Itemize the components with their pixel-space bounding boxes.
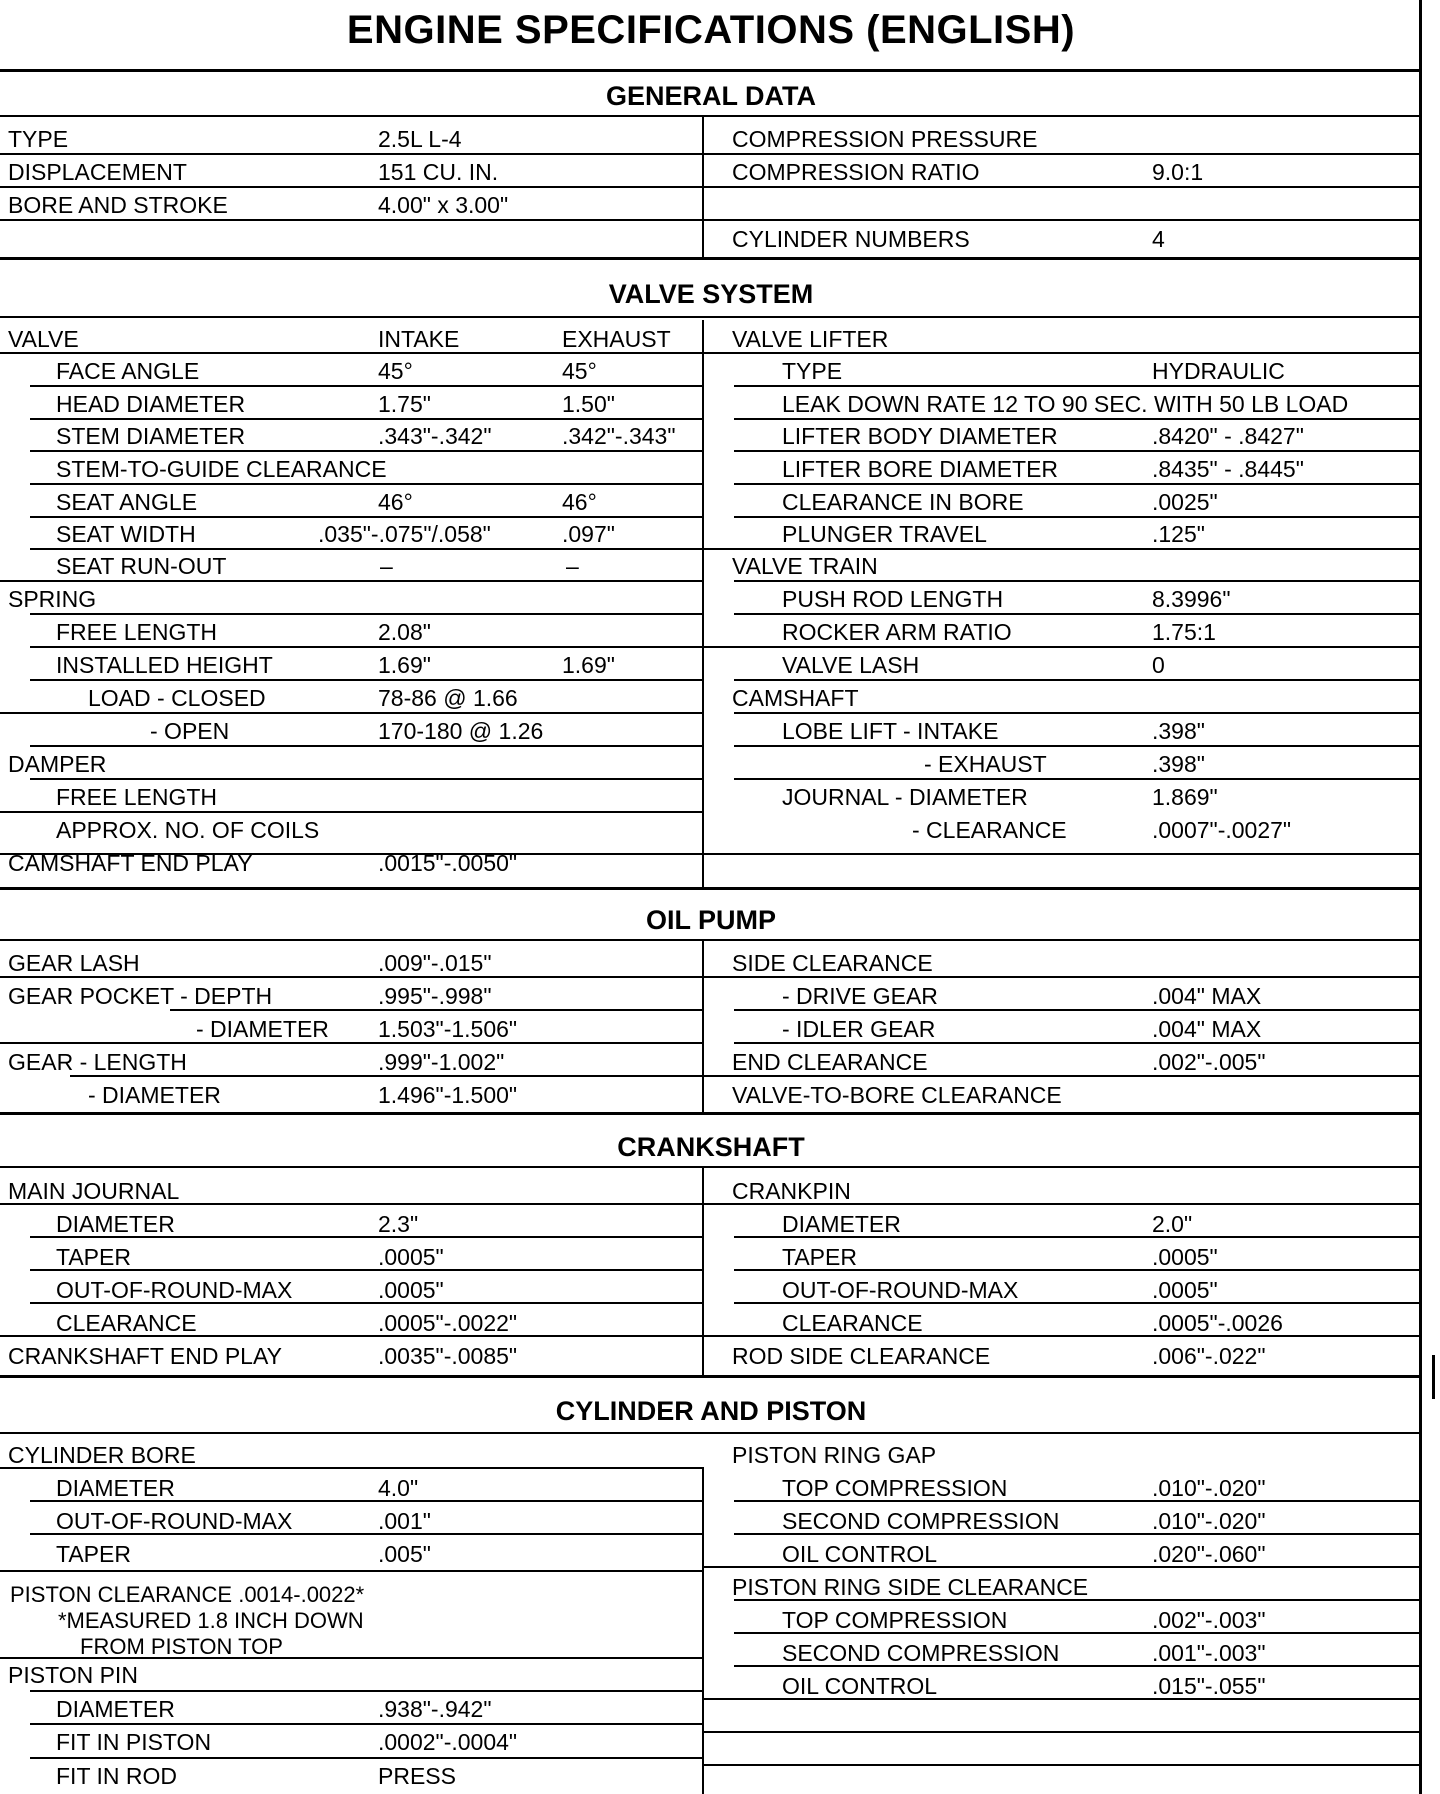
- spec-value: .010"-.020": [1152, 1508, 1266, 1534]
- spec-value: 151 CU. IN.: [378, 159, 499, 185]
- row-rule: [734, 516, 1422, 518]
- spec-value: .8435" - .8445": [1152, 456, 1304, 482]
- row-rule: [734, 450, 1422, 452]
- spec-label: GEAR LASH: [8, 950, 140, 976]
- spec-value: .398": [1152, 751, 1205, 777]
- spec-value: 1.69": [378, 652, 431, 678]
- column-divider: [702, 941, 704, 1113]
- spec-value: 170-180 @ 1.26: [378, 718, 544, 744]
- row-rule: [0, 811, 702, 813]
- spec-label: LOBE LIFT - INTAKE: [782, 718, 999, 744]
- section-rule: [0, 887, 1422, 890]
- row-rule: [30, 745, 702, 747]
- spec-label: DIAMETER: [782, 1211, 901, 1237]
- row-rule: [0, 580, 702, 582]
- spec-label: JOURNAL - DIAMETER: [782, 784, 1028, 810]
- spec-value: 46°: [562, 489, 597, 515]
- column-divider: [702, 320, 704, 887]
- row-rule: [734, 613, 1422, 615]
- spec-value: 2.3": [378, 1211, 419, 1237]
- spec-value: .343"-.342": [378, 423, 492, 449]
- spec-label: CLEARANCE: [56, 1310, 197, 1336]
- spec-label: TYPE: [782, 358, 843, 384]
- row-rule: [734, 483, 1422, 485]
- row-rule: [0, 1042, 702, 1044]
- spec-label: SEAT WIDTH: [56, 521, 196, 547]
- spec-value: HYDRAULIC: [1152, 358, 1285, 384]
- spec-label: SIDE CLEARANCE: [732, 950, 933, 976]
- spec-value: 2.08": [378, 619, 431, 645]
- spec-label: COMPRESSION PRESSURE: [732, 126, 1038, 152]
- spec-value: .002"-.003": [1152, 1607, 1266, 1633]
- section-title-crankshaft: CRANKSHAFT: [0, 1126, 1422, 1168]
- row-rule: [30, 450, 702, 452]
- section-title-oil-pump: OIL PUMP: [0, 899, 1422, 941]
- spec-value: 9.0:1: [1152, 159, 1204, 185]
- spec-label: APPROX. NO. OF COILS: [56, 817, 320, 843]
- spec-label: - DIAMETER: [88, 1082, 221, 1108]
- spec-label: VALVE-TO-BORE CLEARANCE: [732, 1082, 1062, 1108]
- spec-label: CYLINDER BORE: [8, 1442, 196, 1468]
- row-rule: [30, 646, 702, 648]
- section-rule: [0, 1375, 1422, 1378]
- spec-label: VALVE TRAIN: [732, 553, 878, 579]
- row-rule: [30, 679, 702, 681]
- spec-label: CLEARANCE IN BORE: [782, 489, 1024, 515]
- spec-label: OIL CONTROL: [782, 1541, 938, 1567]
- spec-value: –: [380, 553, 393, 579]
- column-header: INTAKE: [378, 326, 460, 352]
- footnote-line: *MEASURED 1.8 INCH DOWN: [58, 1608, 364, 1633]
- column-divider: [702, 1467, 704, 1794]
- spec-label: - IDLER GEAR: [782, 1016, 936, 1042]
- spec-value: .0025": [1152, 489, 1218, 515]
- row-rule: [704, 548, 1422, 550]
- spec-label: CAMSHAFT END PLAY: [8, 850, 253, 876]
- spec-label: GEAR - LENGTH: [8, 1049, 187, 1075]
- spec-label: VALVE LASH: [782, 652, 920, 678]
- spec-label: CYLINDER NUMBERS: [732, 226, 970, 252]
- spec-value: .004" MAX: [1152, 1016, 1262, 1042]
- spec-value: .035"-.075"/.058": [318, 521, 491, 547]
- spec-label: OUT-OF-ROUND-MAX: [782, 1277, 1019, 1303]
- spec-label: STEM DIAMETER: [56, 423, 246, 449]
- spec-label: CLEARANCE: [782, 1310, 923, 1336]
- spec-value: .0035"-.0085": [378, 1343, 518, 1369]
- spec-label: OIL CONTROL: [782, 1673, 938, 1699]
- spec-label: ROCKER ARM RATIO: [782, 619, 1012, 645]
- spec-value: 1.503"-1.506": [378, 1016, 518, 1042]
- spec-label: VALVE LIFTER: [732, 326, 889, 352]
- section-title-general-data: GENERAL DATA: [0, 75, 1422, 117]
- spec-label: TOP COMPRESSION: [782, 1475, 1008, 1501]
- spec-value: 46°: [378, 489, 413, 515]
- spec-label: SECOND COMPRESSION: [782, 1508, 1060, 1534]
- spec-value: .0005": [378, 1277, 444, 1303]
- spec-label: TYPE: [8, 126, 69, 152]
- spec-label: SEAT RUN-OUT: [56, 553, 227, 579]
- spec-label: LIFTER BODY DIAMETER: [782, 423, 1058, 449]
- spec-label: OUT-OF-ROUND-MAX: [56, 1508, 293, 1534]
- spec-label: SECOND COMPRESSION: [782, 1640, 1060, 1666]
- spec-value: .0002"-.0004": [378, 1729, 518, 1755]
- spec-label: GEAR POCKET - DEPTH: [8, 983, 273, 1009]
- spec-label: DIAMETER: [56, 1696, 175, 1722]
- spec-label: - EXHAUST: [924, 751, 1047, 777]
- spec-label: FREE LENGTH: [56, 784, 218, 810]
- spec-label: END CLEARANCE: [732, 1049, 928, 1075]
- spec-value: PRESS: [378, 1763, 456, 1789]
- spec-value: 1.69": [562, 652, 615, 678]
- page-title: ENGINE SPECIFICATIONS (ENGLISH): [0, 0, 1422, 72]
- spec-value: .004" MAX: [1152, 983, 1262, 1009]
- spec-label: SEAT ANGLE: [56, 489, 198, 515]
- spec-label: - DIAMETER: [196, 1016, 329, 1042]
- spec-label: LOAD - CLOSED: [88, 685, 266, 711]
- spec-label: DIAMETER: [56, 1211, 175, 1237]
- spec-value: .999"-1.002": [378, 1049, 505, 1075]
- spec-value: .0005"-.0026: [1152, 1310, 1283, 1336]
- column-header: EXHAUST: [562, 326, 671, 352]
- spec-value: .001": [378, 1508, 431, 1534]
- spec-label: TAPER: [56, 1244, 131, 1270]
- spec-label: FACE ANGLE: [56, 358, 200, 384]
- spec-value: .125": [1152, 521, 1205, 547]
- row-rule: [0, 153, 702, 155]
- row-rule: [704, 186, 1422, 188]
- spec-label: TOP COMPRESSION: [782, 1607, 1008, 1633]
- row-rule: [734, 778, 1422, 780]
- spec-label: PISTON RING GAP: [732, 1442, 937, 1468]
- spec-value: 1.75": [378, 391, 431, 417]
- spec-value: .009"-.015": [378, 950, 492, 976]
- spec-label: PLUNGER TRAVEL: [782, 521, 987, 547]
- row-rule: [704, 646, 1422, 648]
- section-title-cylinder-piston: CYLINDER AND PISTON: [0, 1390, 1422, 1434]
- spec-label: COMPRESSION RATIO: [732, 159, 980, 185]
- row-rule: [30, 1690, 702, 1692]
- spec-value: .342"-.343": [562, 423, 676, 449]
- section-rule: [0, 1112, 1422, 1115]
- spec-label: - CLEARANCE: [912, 817, 1067, 843]
- spec-value: .938"-.942": [378, 1696, 492, 1722]
- spec-label: OUT-OF-ROUND-MAX: [56, 1277, 293, 1303]
- spec-value: .097": [562, 521, 615, 547]
- spec-label: STEM-TO-GUIDE CLEARANCE: [56, 456, 387, 482]
- spec-value: 8.3996": [1152, 586, 1231, 612]
- row-rule: [30, 548, 702, 550]
- spec-value: .015"-.055": [1152, 1673, 1266, 1699]
- spec-label: FIT IN PISTON: [56, 1729, 212, 1755]
- spec-label: DIAMETER: [56, 1475, 175, 1501]
- spec-value: 1.75:1: [1152, 619, 1216, 645]
- row-rule: [734, 712, 1422, 714]
- row-rule: [30, 516, 702, 518]
- row-rule: [30, 418, 702, 420]
- row-rule: [704, 1731, 1422, 1733]
- row-rule: [0, 219, 1422, 221]
- spec-label: CRANKPIN: [732, 1178, 851, 1204]
- spec-value: .995"-.998": [378, 983, 492, 1009]
- spec-label: DISPLACEMENT: [8, 159, 187, 185]
- row-rule: [734, 745, 1422, 747]
- spec-label: ROD SIDE CLEARANCE: [732, 1343, 991, 1369]
- row-rule: [734, 385, 1422, 387]
- spec-value: 2.0": [1152, 1211, 1193, 1237]
- row-rule: [704, 1764, 1422, 1766]
- spec-value: 1.50": [562, 391, 615, 417]
- spec-value: .0005": [378, 1244, 444, 1270]
- spec-label: BORE AND STROKE: [8, 192, 228, 218]
- spec-value: 45°: [562, 358, 597, 384]
- spec-label: INSTALLED HEIGHT: [56, 652, 273, 678]
- spec-label: LIFTER BORE DIAMETER: [782, 456, 1059, 482]
- spec-value: 1.496"-1.500": [378, 1082, 518, 1108]
- spec-value: 78-86 @ 1.66: [378, 685, 518, 711]
- spec-label: FREE LENGTH: [56, 619, 218, 645]
- spec-label: CAMSHAFT: [732, 685, 859, 711]
- spec-value: .398": [1152, 718, 1205, 744]
- spec-label: PUSH ROD LENGTH: [782, 586, 1004, 612]
- spec-value: –: [566, 553, 579, 579]
- spec-value: .001"-.003": [1152, 1640, 1266, 1666]
- spec-value: .002"-.005": [1152, 1049, 1266, 1075]
- column-divider: [702, 1168, 704, 1375]
- spec-label: SPRING: [8, 586, 97, 612]
- spec-label: MAIN JOURNAL: [8, 1178, 180, 1204]
- spec-value: 1.869": [1152, 784, 1218, 810]
- row-rule: [0, 712, 702, 714]
- spec-value: .0005": [1152, 1244, 1218, 1270]
- spec-value: .006"-.022": [1152, 1343, 1266, 1369]
- spec-value: 45°: [378, 358, 413, 384]
- section-rule: [0, 257, 1422, 260]
- spec-label: TAPER: [782, 1244, 857, 1270]
- spec-value: .0007"-.0027": [1152, 817, 1292, 843]
- spec-value: .0005"-.0022": [378, 1310, 518, 1336]
- spec-value: .0015"-.0050": [378, 850, 518, 876]
- row-rule: [734, 418, 1422, 420]
- row-rule: [30, 1757, 702, 1759]
- spec-value: .005": [378, 1541, 431, 1567]
- spec-value: .0005": [1152, 1277, 1218, 1303]
- row-rule: [30, 1723, 702, 1725]
- footnote-line: FROM PISTON TOP: [80, 1634, 283, 1659]
- margin-mark: [1432, 1355, 1435, 1399]
- spec-label: - OPEN: [150, 718, 230, 744]
- spec-value: 4: [1152, 226, 1165, 252]
- piston-clearance-note: PISTON CLEARANCE .0014-.0022*: [10, 1582, 365, 1607]
- row-rule: [734, 679, 1422, 681]
- spec-label: TAPER: [56, 1541, 131, 1567]
- spec-value: 4.00" x 3.00": [378, 192, 509, 218]
- spec-label: PISTON PIN: [8, 1662, 138, 1688]
- section-title-valve-system: VALVE SYSTEM: [0, 273, 1422, 318]
- spec-label: CRANKSHAFT END PLAY: [8, 1343, 282, 1369]
- row-rule: [30, 385, 702, 387]
- row-rule: [30, 778, 702, 780]
- spec-value: 4.0": [378, 1475, 419, 1501]
- spec-value: 2.5L L-4: [378, 126, 462, 152]
- spec-label: VALVE: [8, 326, 79, 352]
- row-rule: [30, 613, 702, 615]
- spec-label: HEAD DIAMETER: [56, 391, 246, 417]
- spec-label: DAMPER: [8, 751, 107, 777]
- row-rule: [30, 483, 702, 485]
- row-rule: [704, 153, 1422, 155]
- spec-label: FIT IN ROD: [56, 1763, 177, 1789]
- spec-value: .010"-.020": [1152, 1475, 1266, 1501]
- spec-label: PISTON RING SIDE CLEARANCE: [732, 1574, 1089, 1600]
- row-rule: [0, 1570, 702, 1572]
- row-rule: [0, 186, 702, 188]
- spec-value: 0: [1152, 652, 1165, 678]
- spec-label: - DRIVE GEAR: [782, 983, 938, 1009]
- spec-label: LEAK DOWN RATE 12 TO 90 SEC. WITH 50 LB LOAD: [782, 391, 1349, 417]
- row-rule: [734, 580, 1422, 582]
- spec-value: .8420" - .8427": [1152, 423, 1304, 449]
- spec-value: .020"-.060": [1152, 1541, 1266, 1567]
